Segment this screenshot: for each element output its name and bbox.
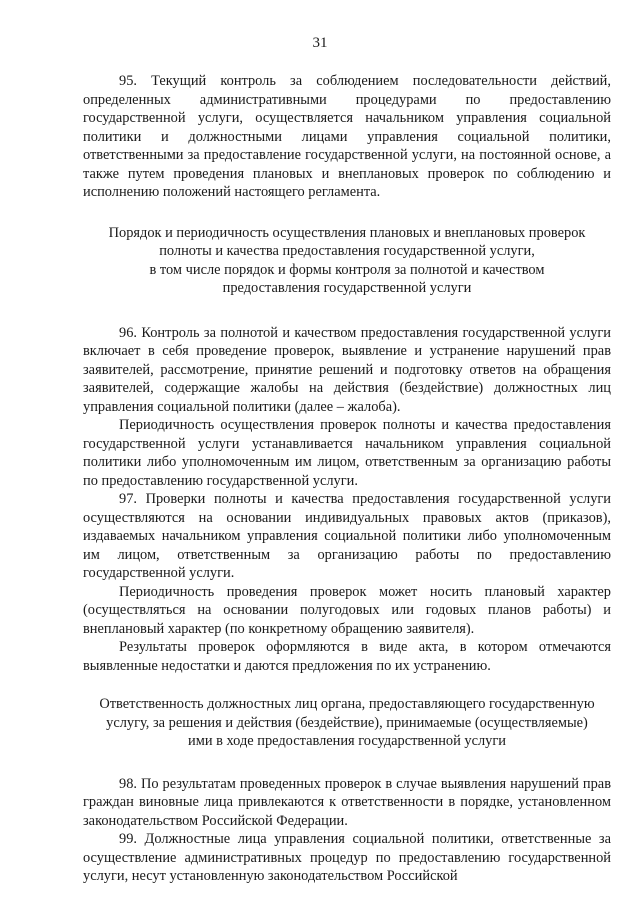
heading-line: предоставления государственной услуги [222, 280, 472, 296]
section-inspections [83, 324, 611, 676]
paragraph-97: 97. Проверки полноты и качества предоставления государственной услуги осуществляются на основании индивидуальных правовых актов (приказов), издаваемых начальником управления социальной политики либо уполномоченным им лицом, ответственным за организацию работы по предоставлению государственной услуги. [83, 491, 611, 581]
paragraph-98: 98. По результатам проведенных проверок в случае выявления нарушений прав граждан виновные лица привлекаются к ответственности в порядке, установленном законодательством Российской Федерации. [83, 775, 611, 829]
heading-line: полноты и качества предоставления государственной услуги, [159, 243, 535, 259]
heading-line: Порядок и периодичность осуществления плановых и внеплановых проверок [108, 224, 586, 241]
paragraph-97-periodicity: Периодичность проведения проверок может носить плановый характер (осуществляться на основании полугодовых или годовых планов работы) и внеплановый характер (по конкретному обращению заявителя). [83, 583, 611, 637]
page-number: 31 [312, 35, 328, 51]
paragraph-96: 96. Контроль за полнотой и качеством предоставления государственной услуги включает в себя проведение проверок, выявление и устранение нарушений прав заявителей, рассмотрение, принятие решений и подготовку ответов на обращения заявителей, содержащие жалобы на действия (бездействие) должностных лиц управления социальной политики (далее – жалоба). [83, 324, 611, 415]
document-body [83, 72, 611, 886]
heading-line: ими в ходе предоставления государственной услуги [188, 733, 506, 749]
section-heading-responsibility [83, 695, 611, 751]
section-control [83, 72, 611, 202]
section-heading-inspections [83, 224, 611, 298]
paragraph-99: 99. Должностные лица управления социальной политики, ответственные за осуществление административных процедур по предоставлению государственной услуги, несут установленную законодательством Российской [83, 831, 611, 884]
heading-line: Ответственность должностных лиц органа, предоставляющего государственную [99, 696, 595, 712]
heading-line: в том числе порядок и формы контроля за полнотой и качеством [149, 261, 545, 278]
paragraph-95: 95. Текущий контроль за соблюдением последовательности действий, определенных административными процедурами по предоставлению государственной услуги, осуществляется начальником управления социальной политики и должностными лицами управления социальной политики, ответственными за предоставление государственной услуги, на постоянной основе, а также путем проведения плановых и внеплановых проверок по соблюдению и исполнению положений настоящего регламента. [83, 73, 611, 200]
section-responsibility [83, 775, 611, 886]
paragraph-97-results: Результаты проверок оформляются в виде акта, в котором отмечаются выявленные недостатки и даются предложения по их устранению. [83, 639, 611, 674]
paragraph-96-periodicity: Периодичность осуществления проверок полноты и качества предоставления государственной услуги устанавливается начальником управления социальной политики либо уполномоченным им лицом, ответственным за организацию работы по предоставлению государственной услуги. [83, 417, 611, 489]
heading-line: услугу, за решения и действия (бездействие), принимаемые (осуществляемые) [106, 714, 588, 731]
